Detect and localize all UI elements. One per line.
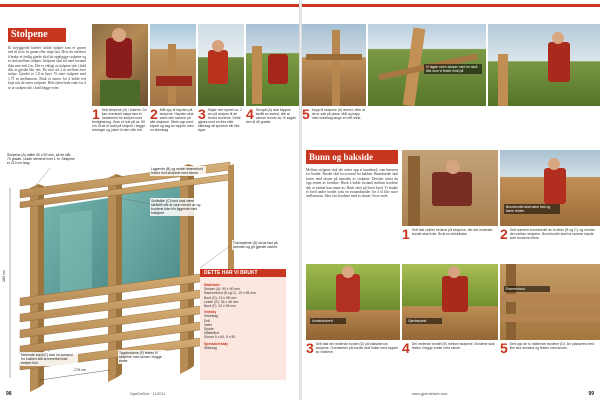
callout-cross-bars: Tverrspilene (D) skrus fast på rammen og gir gjerdet stivhet. (232, 240, 290, 250)
step-text: Skjær ned sporet ca. 2 cm på stolpen til de hoved-bordene. Dette gjøres med en fres eller stikksag så sporene blir like dype. (198, 108, 242, 133)
right-page (302, 0, 600, 400)
tool-item: Vater (204, 322, 212, 327)
step-number: 2 (500, 228, 508, 242)
footer-right: www.gjoerdetselv.com (412, 392, 448, 396)
step-text: Sett nummer bunnbordet av to deler (B og C), og monter det mellom stolpene. Bunnbordet skal ha samme høyde som bordene ellers. (509, 228, 595, 241)
step-text: Sett fast det nederste bordet (D) på baksiden av stolpene. Overkanten på bordet skal flukte med toppen av vinklene. (315, 342, 399, 355)
step-number: 2 (150, 108, 158, 122)
step-text: Mål opp til høyden på stolpene. Høyden skal være den samme på alle stolpene. Strek opp med blyant og sag av toppen med en sirkelsag. (150, 108, 194, 133)
step-number: 1 (92, 108, 100, 122)
step-2-caption (150, 108, 196, 144)
page-number-right: 99 (588, 391, 594, 397)
step-number: 5 (500, 342, 508, 356)
photo-step-top-right (488, 24, 600, 106)
intro-text: Et steypgjerde kræver solide stolper som er gravet ned til frost fri grunn eller støpt fast. Hvis du vurderer å bruke et ferdig gjerde skal du oppbygge stolpene og et skrå mellom stolpen. Stolpene skal stå med avstand ikke mer end 2 m. Det er viktigt at stolpene står i lodd slik at gjerdet blir rett. De skal stå 2 m mellom hver stolpe. Gjerdet er 1,8 m høyt. Vi satte stolpene med 1,75 m mellomrom. Bruk et snorer for å holde rett linje når du setter stolpene. Hele tiden bruk vater for å se at stolpen står i lodd begge veier. (8, 46, 86, 90)
special-tool-item: Stikksag (204, 345, 217, 350)
photo-label-bunnbord: Bunnbordet skal være fast og bære resten. (504, 204, 560, 214)
step-4-caption (246, 108, 298, 144)
page-number-left: 98 (6, 391, 12, 397)
materials-heading: Materialer (204, 283, 221, 287)
step-text: Sett fast vinkler nederst på stolpene, der det nederste bordet skal hvile. Bruk en vinkelhake. (411, 228, 493, 237)
step-number: 3 (306, 342, 314, 356)
right-step-1-caption (402, 228, 498, 258)
dimension-height: 180 cm (2, 270, 6, 282)
right-step-5-caption (500, 342, 600, 382)
materials-box-body (204, 281, 284, 350)
step-number: 3 (198, 108, 206, 122)
photo-right-step-1 (402, 150, 498, 226)
step-3-caption (198, 108, 244, 144)
step-text: Kapp til stolpene (A) øverst, etter at de er satt på plass. Mål og kapp med sirkelsag langs en rett lekte. (311, 108, 366, 121)
step-5-caption (302, 108, 366, 144)
section-title-stolpene: Stolpene (8, 28, 66, 42)
step-text: Sett opp de to midterste bordene (D). De plasseres med like stor avstand og festes med skruer. (509, 342, 595, 351)
photo-label-plank: Gjerdeplank (406, 318, 442, 324)
photo-step-2 (150, 24, 196, 106)
dimension-width: 175 cm (74, 368, 86, 372)
right-step-2-caption (500, 228, 600, 258)
photo-right-step-4 (402, 264, 498, 340)
photo-step-3 (198, 24, 244, 106)
callout-frame-boards: Liggende (B) og nedre rammebord festes mot stolpene med skruer. (150, 166, 206, 176)
step-number: 4 (402, 342, 410, 356)
photo-right-step-3 (306, 264, 400, 340)
tool-item: Drill (204, 318, 210, 323)
photo-label-avstand: Avstandsbrett (310, 318, 346, 324)
callout-top-boards: Toppbordene (F) festes til stolpene med skruer i begge ender. (118, 350, 166, 364)
photo-right-step-5 (500, 264, 600, 340)
material-item: Lekter (E): 36 x 48 mm (204, 299, 239, 304)
step-number: 5 (302, 108, 310, 122)
tool-item: Sirkelsag (204, 314, 218, 319)
step-number: 4 (246, 108, 254, 122)
photo-step-5 (302, 24, 366, 106)
material-item: Bord (D): 19 x 98 mm (204, 295, 237, 300)
section-title-bunn: Bunn og bakside (306, 150, 398, 164)
tool-item: Skruer 5 x 60, 5 x 80 (204, 335, 236, 340)
tool-item: Målebånd (204, 331, 219, 336)
callout-posts: Stolpene (A) måler 90 x 90 mm, så de står 70 grader. Under stenene hver 1 m. Stolpene er 210 cm lang. (7, 153, 75, 165)
material-item: Stolper (A): 90 x 90 mm (204, 287, 240, 292)
callout-slanted-boards: Skråstilte (C) bord skal være skråstilt slik at vann renner av og bordene ikke blir liggende med fuktighet. (150, 198, 206, 216)
footer-left: GjørDetSelv · 11/2011 (130, 392, 166, 396)
material-item: Rammebord (B og C): 19 x 98 mm (204, 291, 256, 296)
photo-step-1 (92, 24, 148, 106)
right-step-3-caption (306, 342, 400, 382)
photo-step-4 (246, 24, 300, 106)
callout-bottom-board: Nederste bord (E) skal ha avstand fra bakken slik at treverket ikke trekker fukt. (20, 352, 78, 366)
special-tools-heading: Spesialverktøy (204, 341, 228, 346)
tools-heading: Verktøy (204, 310, 217, 315)
photo-label-angled: Vi lagde noen stolper med en skrå lekt som vi festet midt på. (424, 64, 482, 74)
step-text: Del nederste bordet (E) mellom stolpene. Bordene skal festes i begge ender med skruer. (411, 342, 495, 351)
tool-item: Spade (204, 327, 214, 332)
right-step-4-caption (402, 342, 498, 382)
top-accent-bar (302, 4, 600, 7)
photo-label-ramme: Rammebord (504, 286, 550, 292)
top-accent-bar (0, 4, 300, 7)
step-1-caption (92, 108, 148, 144)
step-text: Sett stolpene (A) i hullene. Du kan eventuelt støpe fast et fundament for stolpen med ferdigbetong. Grav et hull på ca. 80 cm. Bruk et lodd på stolpen i begge retninger og juster til den står rett. (92, 108, 147, 133)
materials-box-title: DETTE HAR VI BRUKT (200, 269, 286, 277)
section-text: Mellom stolpene skal det settes opp et bunnbord, som bæreren for bordet. Bordet skal ha avstand fra bakken. Bunnbordet skal festes med skruer på innsiden av stolpene. Deretter setter du opp resten av bordene. Husk å holde avstand mellom bordene slik at vannet kan renne av. Bruk vater på hvert bord. Vi brukte et bord under bordet som en avstandsmåler for å få like store mellomrom. Skru fast bordene med to skruer i hver ende. (306, 168, 398, 199)
material-item: Bord (F): 22 x 95 mm (204, 304, 237, 309)
photo-right-step-2 (500, 150, 600, 226)
step-text: Skrupå (A) skal kappes skrått av øverst, slik at vannet renner av. Vi sagde den til 45 grader. (246, 108, 297, 125)
step-number: 1 (402, 228, 410, 242)
